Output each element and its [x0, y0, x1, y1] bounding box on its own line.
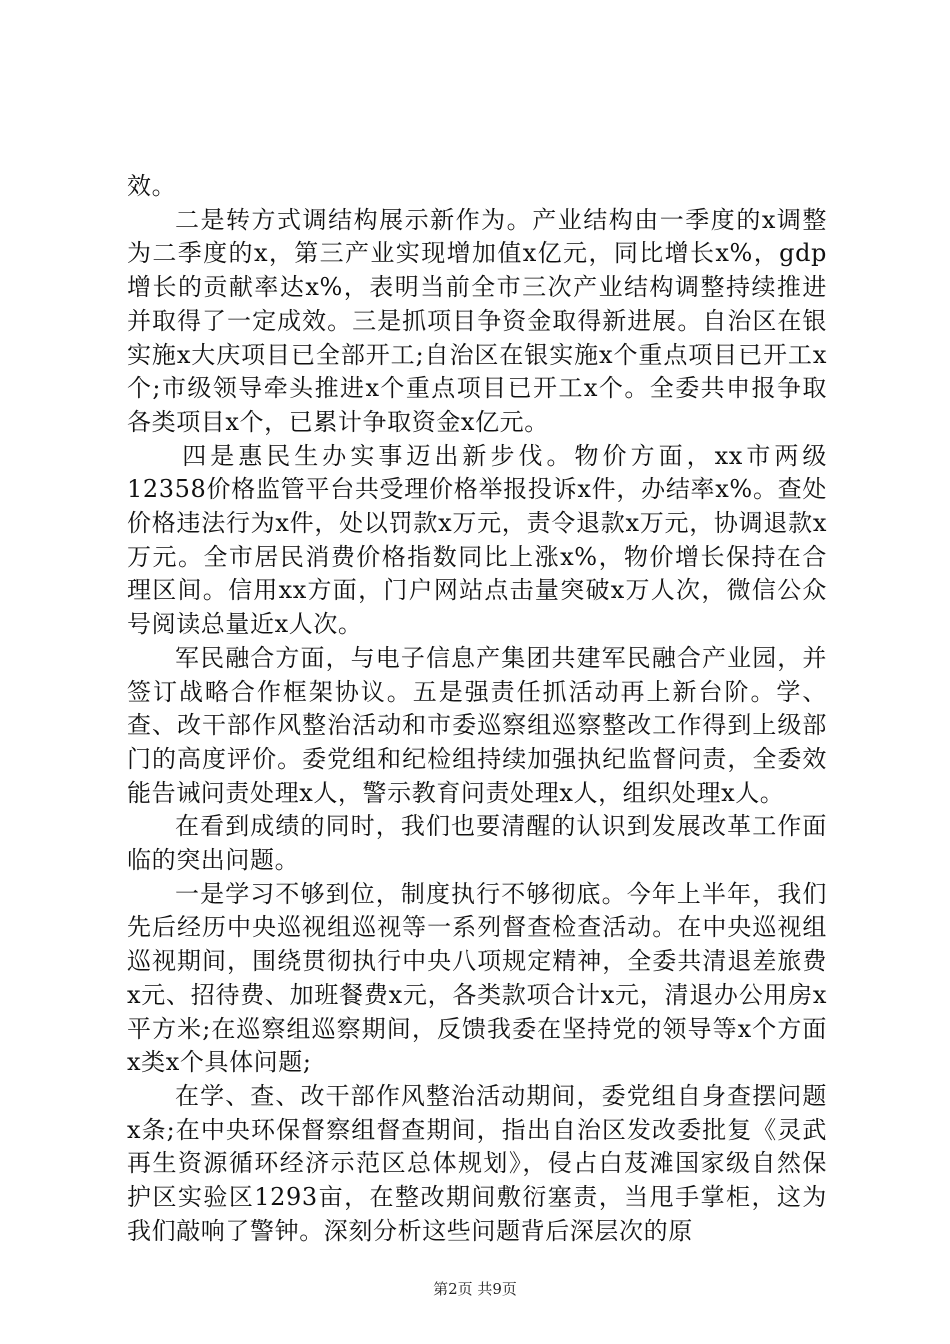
paragraph-rectification: 在学、查、改干部作风整治活动期间，委党组自身查摆问题x条;在中央环保督察组督查期间，指出自治区发改委批复《灵武再生资源循环经济示范区总体规划》，侵占白芨滩国家级自然保护区实验区1293亩，在整改期间敷衍塞责，当甩手掌柜，这为我们敲响了警钟。深刻分析这些问题背后深层次的原 — [127, 1081, 827, 1245]
page-footer: 第2页 共9页 — [433, 1280, 517, 1298]
paragraph-livelihood: 四是惠民生办实事迈出新步伐。物价方面，xx市两级12358价格监管平台共受理价格举报投诉x件，办结率x%。查处价格违法行为x件，处以罚款x万元，责令退款x万元，协调退款x万元。全市居民消费价格指数同比上涨x%，物价增长保持在合理区间。信用xx方面，门户网站点击量突破x万人次，微信公众号阅读总量近x人次。 — [127, 441, 827, 639]
document-body — [127, 170, 827, 1249]
paragraph-problem-one: 一是学习不够到位，制度执行不够彻底。今年上半年，我们先后经历中央巡视组巡视等一系列督查检查活动。在中央巡视组巡视期间，围绕贯彻执行中央八项规定精神，全委共清退差旅费x元、招待费、加班餐费x元，各类款项合计x元，清退办公用房x平方米;在巡察组巡察期间，反馈我委在坚持党的领导等x个方面x类x个具体问题; — [127, 879, 827, 1077]
paragraph-continuation: 效。 — [127, 172, 177, 200]
paragraph-problems-intro: 在看到成绩的同时，我们也要清醒的认识到发展改革工作面临的突出问题。 — [127, 812, 827, 875]
paragraph-restructuring: 二是转方式调结构展示新作为。产业结构由一季度的x调整为二季度的x，第三产业实现增加值x亿元，同比增长x%，gdp增长的贡献率达x%，表明当前全市三次产业结构调整持续推进并取得了一定成效。三是抓项目争资金取得新进展。自治区在银实施x大庆项目已全部开工;自治区在银实施x个重点项目已开工x个;市级领导牵头推进x个重点项目已开工x个。全委共申报争取各类项目x个，已累计争取资金x亿元。 — [127, 205, 827, 436]
paragraph-military-civil: 军民融合方面，与电子信息产集团共建军民融合产业园，并签订战略合作框架协议。五是强责任抓活动再上新台阶。学、查、改干部作风整治活动和市委巡察组巡察整改工作得到上级部门的高度评价。委党组和纪检组持续加强执纪监督问责，全委效能告诫问责处理x人，警示教育问责处理x人，组织处理x人。 — [127, 643, 827, 807]
